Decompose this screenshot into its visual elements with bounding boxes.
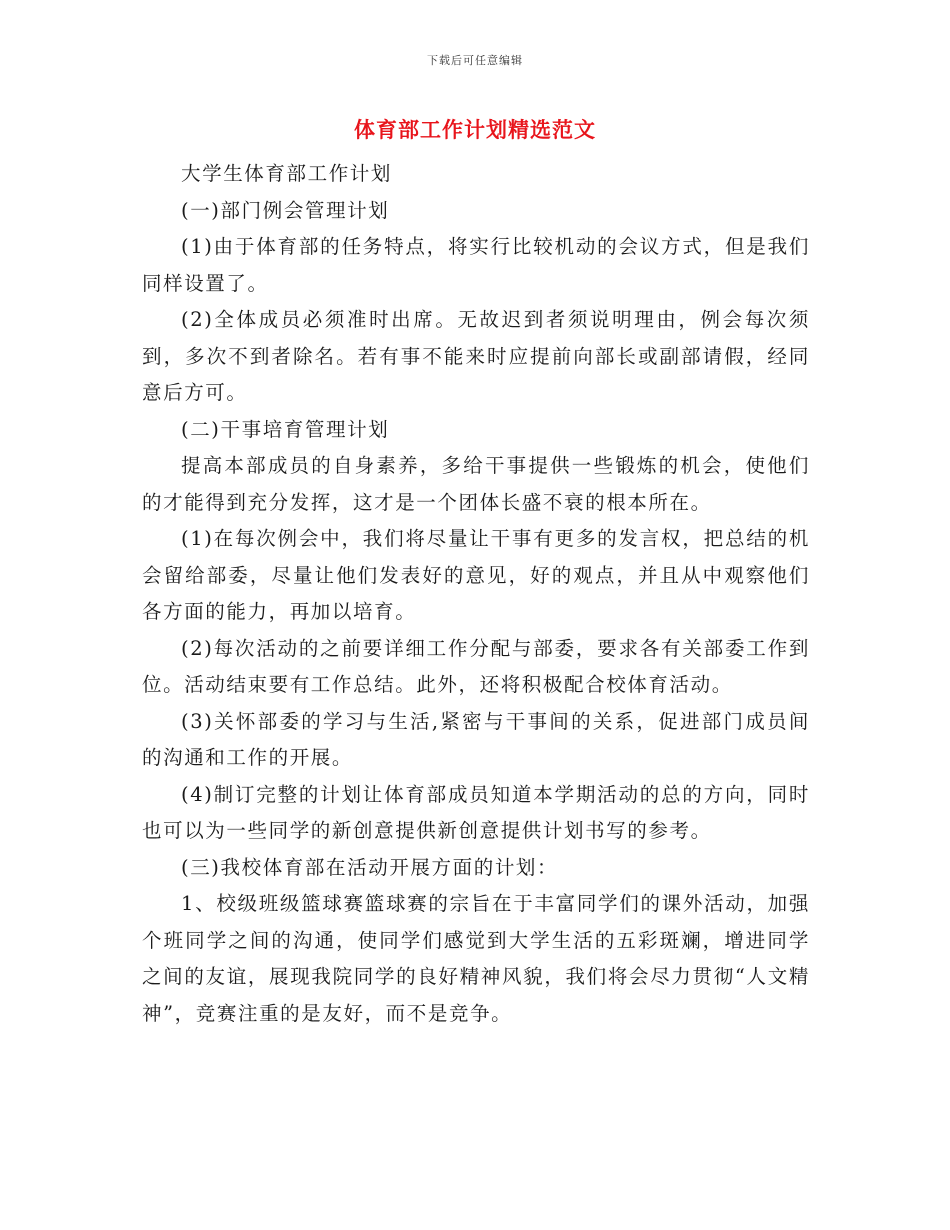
body-paragraph: (1)在每次例会中，我们将尽量让干事有更多的发言权，把总结的机会留给部委，尽量让他们发表好的意见，好的观点，并且从中观察他们各方面的能力，再加以培育。	[142, 527, 810, 623]
section-heading-3: (三)我校体育部在活动开展方面的计划：	[181, 855, 559, 879]
body-paragraph: (1)由于体育部的任务特点，将实行比较机动的会议方式，但是我们同样设置了。	[142, 235, 810, 295]
document-title: 体育部工作计划精选范文	[354, 117, 596, 142]
document-body	[142, 156, 810, 1032]
body-paragraph: (4)制订完整的计划让体育部成员知道本学期活动的总的方向，同时也可以为一些同学的新创意提供新创意提供计划书写的参考。	[142, 782, 810, 842]
section-heading-2: (二)干事培育管理计划	[181, 417, 390, 441]
subtitle-paragraph: 大学生体育部工作计划	[181, 162, 393, 185]
body-paragraph: (2)每次活动的之前要详细工作分配与部委，要求各有关部委工作到位。活动结束要有工作总结。此外，还将积极配合校体育活动。	[142, 636, 810, 696]
header-note: 下载后可任意编辑	[427, 54, 523, 67]
body-paragraph: 提高本部成员的自身素养，多给干事提供一些锻炼的机会，使他们的才能得到充分发挥，这才是一个团体长盛不衰的根本所在。	[142, 454, 810, 514]
body-paragraph: (2)全体成员必须准时出席。无故迟到者须说明理由，例会每次须到，多次不到者除名。若有事不能来时应提前向部长或副部请假，经同意后方可。	[142, 308, 810, 404]
body-paragraph: (3)关怀部委的学习与生活,紧密与干事间的关系，促进部门成员间的沟通和工作的开展。	[142, 709, 810, 769]
section-heading-1: (一)部门例会管理计划	[181, 198, 390, 222]
body-paragraph: 1、校级班级篮球赛篮球赛的宗旨在于丰富同学们的课外活动，加强个班同学之间的沟通，使同学们感觉到大学生活的五彩斑斓，增进同学之间的友谊，展现我院同学的良好精神风貌，我们将会尽力贯彻“人文精神”，竞赛注重的是友好，而不是竞争。	[142, 892, 810, 1025]
